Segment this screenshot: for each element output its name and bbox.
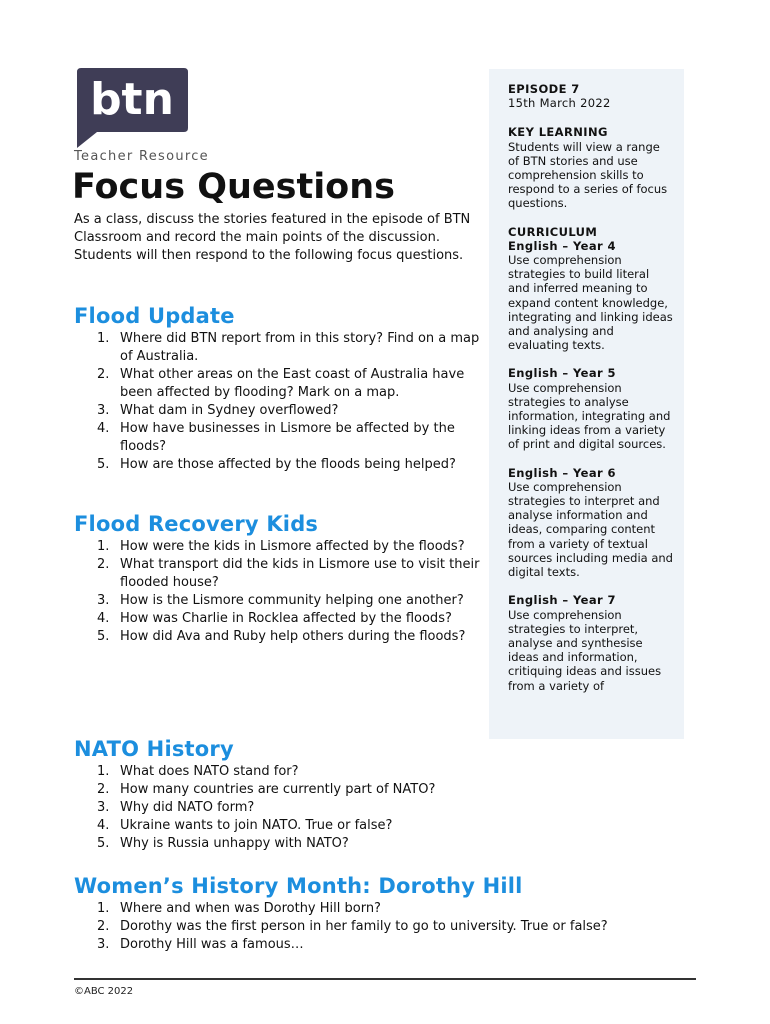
- section-heading: Women’s History Month: Dorothy Hill: [74, 874, 523, 898]
- question-item: 4. How was Charlie in Rocklea affected by the floods?: [97, 611, 452, 626]
- question-item: 5. How are those affected by the floods being helped?: [97, 457, 456, 472]
- question-item: 1. How were the kids in Lismore affected by the floods?: [97, 539, 465, 554]
- intro-paragraph: As a class, discuss the stories featured in the episode of BTN Classroom and record the main points of the discussion. Students will then respond to the following focus questions.: [74, 212, 471, 263]
- btn-logo: [73, 68, 188, 150]
- section-heading: Flood Recovery Kids: [74, 512, 319, 536]
- curriculum-year-text: Use comprehension strategies to analyse information, integrating and linking ideas from a variety of print and digital sources.: [508, 380, 671, 452]
- section-heading: Flood Update: [74, 304, 235, 328]
- curriculum-year-label: English – Year 7: [508, 593, 616, 608]
- question-item: 2. What transport did the kids in Lismore use to visit their flooded house?: [97, 557, 480, 590]
- episode-date: 15th March 2022: [508, 96, 611, 111]
- question-item: 1. Where did BTN report from in this story? Find on a map of Australia.: [97, 331, 480, 364]
- question-item: 2. How many countries are currently part of NATO?: [97, 782, 436, 797]
- curriculum-year-label: English – Year 4: [508, 238, 616, 253]
- curriculum-year-text: Use comprehension strategies to build literal and inferred meaning to expand content knowledge, integrating and linking ideas and analysing and evaluating texts.: [508, 253, 673, 353]
- page-title: Focus Questions: [72, 167, 395, 207]
- curriculum-year-label: English – Year 5: [508, 366, 616, 381]
- question-list: [74, 330, 494, 474]
- teacher-resource-label: Teacher Resource: [74, 149, 209, 164]
- section-flood-update: [74, 302, 494, 474]
- section-nato-history: [74, 735, 494, 853]
- episode-label: EPISODE 7: [508, 82, 580, 96]
- section-flood-recovery-kids: [74, 510, 494, 646]
- question-item: 1. Where and when was Dorothy Hill born?: [97, 901, 381, 916]
- question-list: [74, 538, 494, 646]
- question-item: 3. Why did NATO form?: [97, 800, 255, 815]
- copyright: ©ABC 2022: [74, 986, 134, 997]
- curriculum-year-label: English – Year 6: [508, 465, 616, 480]
- curriculum-year-text: Use comprehension strategies to interpret, analyse and synthesise ideas and information, critiquing ideas and issues from a variety of: [508, 607, 662, 693]
- footer-divider: [74, 978, 696, 980]
- question-list: [74, 900, 694, 954]
- question-item: 2. Dorothy was the first person in her family to go to university. True or false?: [97, 919, 608, 934]
- question-item: 4. Ukraine wants to join NATO. True or false?: [97, 818, 393, 833]
- key-learning-text: Students will view a range of BTN stories and use comprehension skills to respond to a series of focus questions.: [508, 139, 668, 211]
- question-item: 5. Why is Russia unhappy with NATO?: [97, 836, 349, 851]
- question-item: 3. What dam in Sydney overflowed?: [97, 403, 339, 418]
- question-item: 1. What does NATO stand for?: [97, 764, 299, 779]
- question-item: 5. How did Ava and Ruby help others during the floods?: [97, 629, 466, 644]
- question-item: 3. How is the Lismore community helping one another?: [97, 593, 464, 608]
- curriculum-label: CURRICULUM: [508, 224, 598, 239]
- question-item: 3. Dorothy Hill was a famous…: [97, 937, 304, 952]
- logo-text: btn: [90, 74, 174, 125]
- curriculum-year-text: Use comprehension strategies to interpret and analyse information and ideas, comparing content from a variety of textual sources including media and digital texts.: [508, 479, 673, 580]
- episode-sidebar: [489, 69, 684, 739]
- question-item: 4. How have businesses in Lismore be affected by the floods?: [97, 421, 455, 454]
- question-item: 2. What other areas on the East coast of Australia have been affected by flooding? Mark on a map.: [97, 367, 465, 400]
- key-learning-label: KEY LEARNING: [508, 125, 608, 140]
- question-list: [74, 763, 494, 853]
- section-heading: NATO History: [74, 737, 234, 761]
- section-dorothy-hill: [74, 872, 694, 954]
